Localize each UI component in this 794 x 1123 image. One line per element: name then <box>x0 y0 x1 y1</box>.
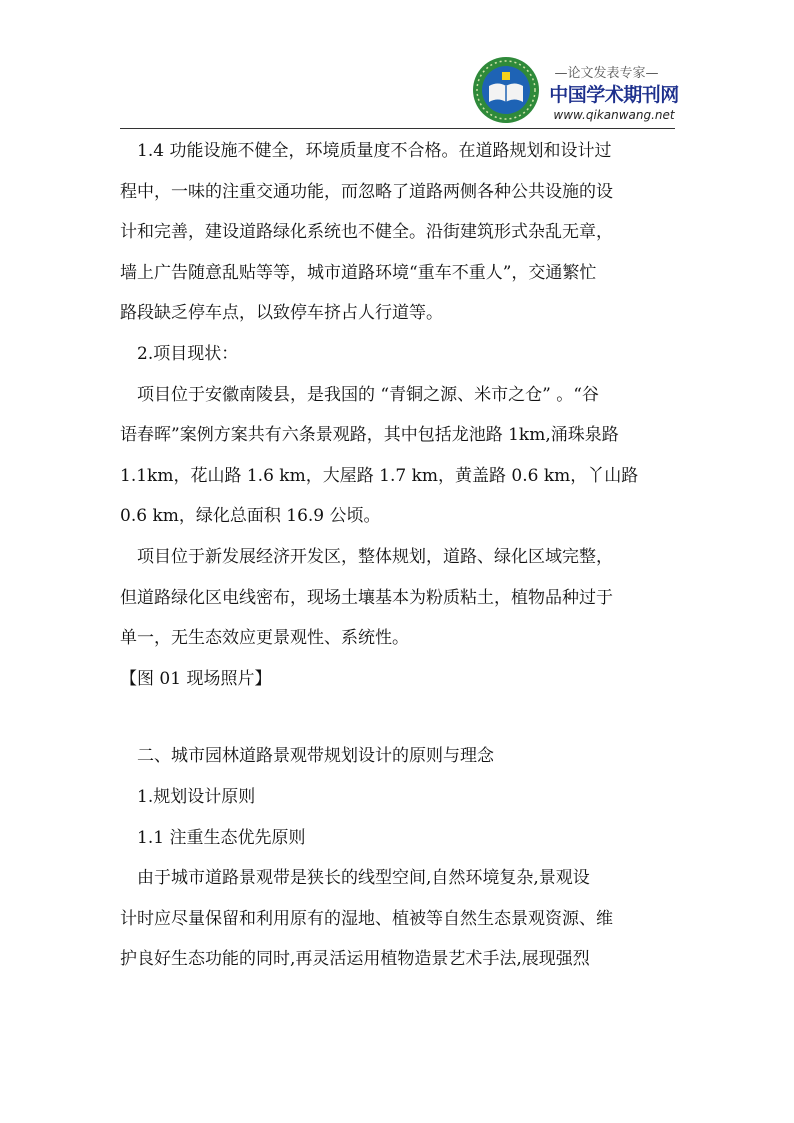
text-line: 语春晖”案例方案共有六条景观路，其中包括龙池路 1km,涌珠泉路 <box>120 425 619 446</box>
text-line: 程中，一味的注重交通功能，而忽略了道路两侧各种公共设施的设 <box>120 181 613 202</box>
text-line: 0.6 km，绿化总面积 16.9 公顷。 <box>120 506 381 527</box>
text-line: 由于城市道路景观带是狭长的线型空间,自然环境复杂,景观设 <box>137 868 590 889</box>
text-line: 单一，无生态效应更景观性、系统性。 <box>120 628 409 649</box>
page-header <box>120 52 679 130</box>
document-body <box>120 131 675 980</box>
heading-project-status: 2.项目现状： <box>137 343 239 364</box>
text-line: 项目位于新发展经济开发区，整体规划，道路、绿化区域完整， <box>137 546 613 567</box>
logo-brand-name: 中国学术期刊网 <box>549 84 679 106</box>
logo-tagline: —论文发表专家— <box>554 66 659 81</box>
text-line: 路段缺乏停车点，以致停车挤占人行道等。 <box>120 303 443 324</box>
paragraph-project-conditions <box>120 537 675 659</box>
heading-section-two: 二、城市园林道路景观带规划设计的原则与理念 <box>137 746 494 767</box>
text-line: 护良好生态功能的同时,再灵活运用植物造景艺术手法,展现强烈 <box>120 949 590 970</box>
figure-caption: 【图 01 现场照片】 <box>120 668 272 689</box>
paragraph-section-1-4 <box>120 131 675 334</box>
text-line: 计时应尽量保留和利用原有的湿地、植被等自然生态景观资源、维 <box>120 908 613 929</box>
spacer <box>120 699 675 736</box>
heading-design-principles: 1.规划设计原则 <box>137 786 256 807</box>
text-line: 1.4 功能设施不健全，环境质量度不合格。在道路规划和设计过 <box>137 141 612 161</box>
heading-ecology-first: 1.1 注重生态优先原则 <box>137 827 306 848</box>
text-line: 计和完善，建设道路绿化系统也不健全。沿街建筑形式杂乱无章， <box>120 222 613 243</box>
logo-url: www.qikanwang.net <box>553 108 675 122</box>
text-line: 1.1km，花山路 1.6 km，大屋路 1.7 km，黄盖路 0.6 km，丫山路 <box>120 465 639 486</box>
paragraph-ecology <box>120 858 675 980</box>
paragraph-project-location <box>120 375 675 537</box>
text-line: 墙上广告随意乱贴等等，城市道路环境“重车不重人”，交通繁忙 <box>120 262 597 283</box>
header-divider <box>120 128 675 129</box>
qikanwang-logo-emblem-icon <box>472 56 540 124</box>
text-line: 但道路绿化区电线密布，现场土壤基本为粉质粘土，植物品种过于 <box>120 587 613 608</box>
text-line: 项目位于安徽南陵县，是我国的 “青铜之源、米市之仓” 。“谷 <box>137 384 599 405</box>
